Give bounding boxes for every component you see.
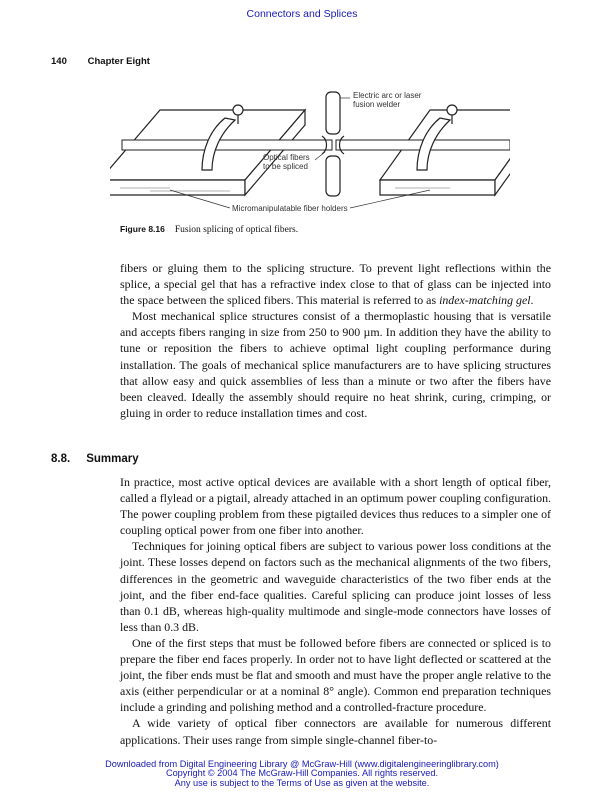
footer-download-link[interactable]: Downloaded from Digital Engineering Library @ McGraw-Hill (www.digitalengineeringlibrary.com) (105, 759, 499, 769)
label-fibers (263, 153, 312, 171)
paragraph-1-end: . (530, 293, 534, 308)
figure-fusion-splice (110, 80, 510, 230)
section-heading (51, 453, 139, 465)
header-title-link[interactable]: Connectors and Splices (246, 8, 358, 20)
chapter-title: Chapter Eight (87, 56, 150, 67)
summary-paragraph-4: A wide variety of optical fiber connectors are available for numerous different applications. Their uses range from simple single-channel fiber-to- (120, 716, 551, 747)
paragraph-2: Most mechanical splice structures consist of a thermoplastic housing that is versatile and accepts fibers ranging in size from 250 to 900 µm. In addition they have the ability to tune or reposition the fibers to achieve optimal light coupling performance during installation. The goals of mechanical splice manufacturers are to have splicing structures that allow easy and quick assemblies of less than a minute or two after the fibers have been cleaved. Ideally the assembly should require no heat shrink, curing, crimping, or gluing in order to reduce installation times and cost. (120, 309, 551, 420)
footer-terms[interactable]: Any use is subject to the Terms of Use as given at the website. (174, 777, 430, 788)
footer (0, 760, 604, 788)
footer-copyright[interactable]: Copyright © 2004 The McGraw-Hill Companies. All rights reserved. (165, 768, 439, 779)
section-title: Summary (86, 453, 139, 465)
fusion-splice-illustration (110, 80, 510, 230)
figure-caption-label: Figure 8.16 (120, 224, 165, 234)
section-number: 8.8. (51, 453, 71, 465)
label-arc-line-1: Electric arc or laser (353, 91, 422, 100)
summary-paragraph-1: In practice, most active optical devices are available with a short length of optical fiber, called a flylead or a pigtail, already attached in an optimum power coupling configuration. The power coupling problem from these pigtailed devices thus reduces to a simpler one of coupling optical power from one fiber into another. (120, 475, 551, 538)
running-head (51, 56, 150, 67)
figure-caption (120, 224, 298, 235)
paragraph-1-emphasis: index-matching gel (439, 293, 531, 308)
optical-fibers (122, 140, 510, 150)
paragraph-1 (120, 260, 551, 308)
summary-text (120, 474, 551, 748)
summary-paragraph-2: Techniques for joining optical fibers are subject to various power loss conditions at the joint. These losses depend on factors such as the mechanical alignments of the two fibers, differences in the geometric and waveguide characteristics of the two fiber ends at the joint, and the fiber end-face qualities. Careful splicing can produce joint losses of less than 0.1 dB, whereas high-quality multimode and single-mode connectors have losses of less than 0.3 dB. (120, 539, 551, 634)
summary-paragraph-3: One of the first steps that must be followed before fibers are connected or spliced is to prepare the fiber end faces properly. In order not to have light deflected or scattered at the joint, the fiber ends must be flat and smooth and must have the proper angle relative to the axis (either perpendicular or at a nominal 8° angle). Common end preparation techniques include a grinding and polishing method and a controlled-fracture procedure. (120, 635, 551, 715)
paragraph-1-text: fibers or gluing them to the splicing structure. To prevent light reflections within the splice, a special gel that has a refractive index close to that of glass can be injected into the space between the spliced fibers. This material is referred to as (120, 261, 551, 308)
body-text-top (120, 260, 551, 421)
label-fibers-line-2: to be spliced (263, 162, 308, 171)
figure-caption-text: Fusion splicing of optical fibers. (174, 225, 299, 235)
page-number: 140 (51, 56, 67, 67)
label-arc-welder (353, 91, 424, 109)
label-holders: Micromanipulatable fiber holders (232, 204, 348, 213)
label-fibers-line-1: Optical fibers (263, 153, 310, 162)
label-arc-line-2: fusion welder (353, 100, 401, 109)
